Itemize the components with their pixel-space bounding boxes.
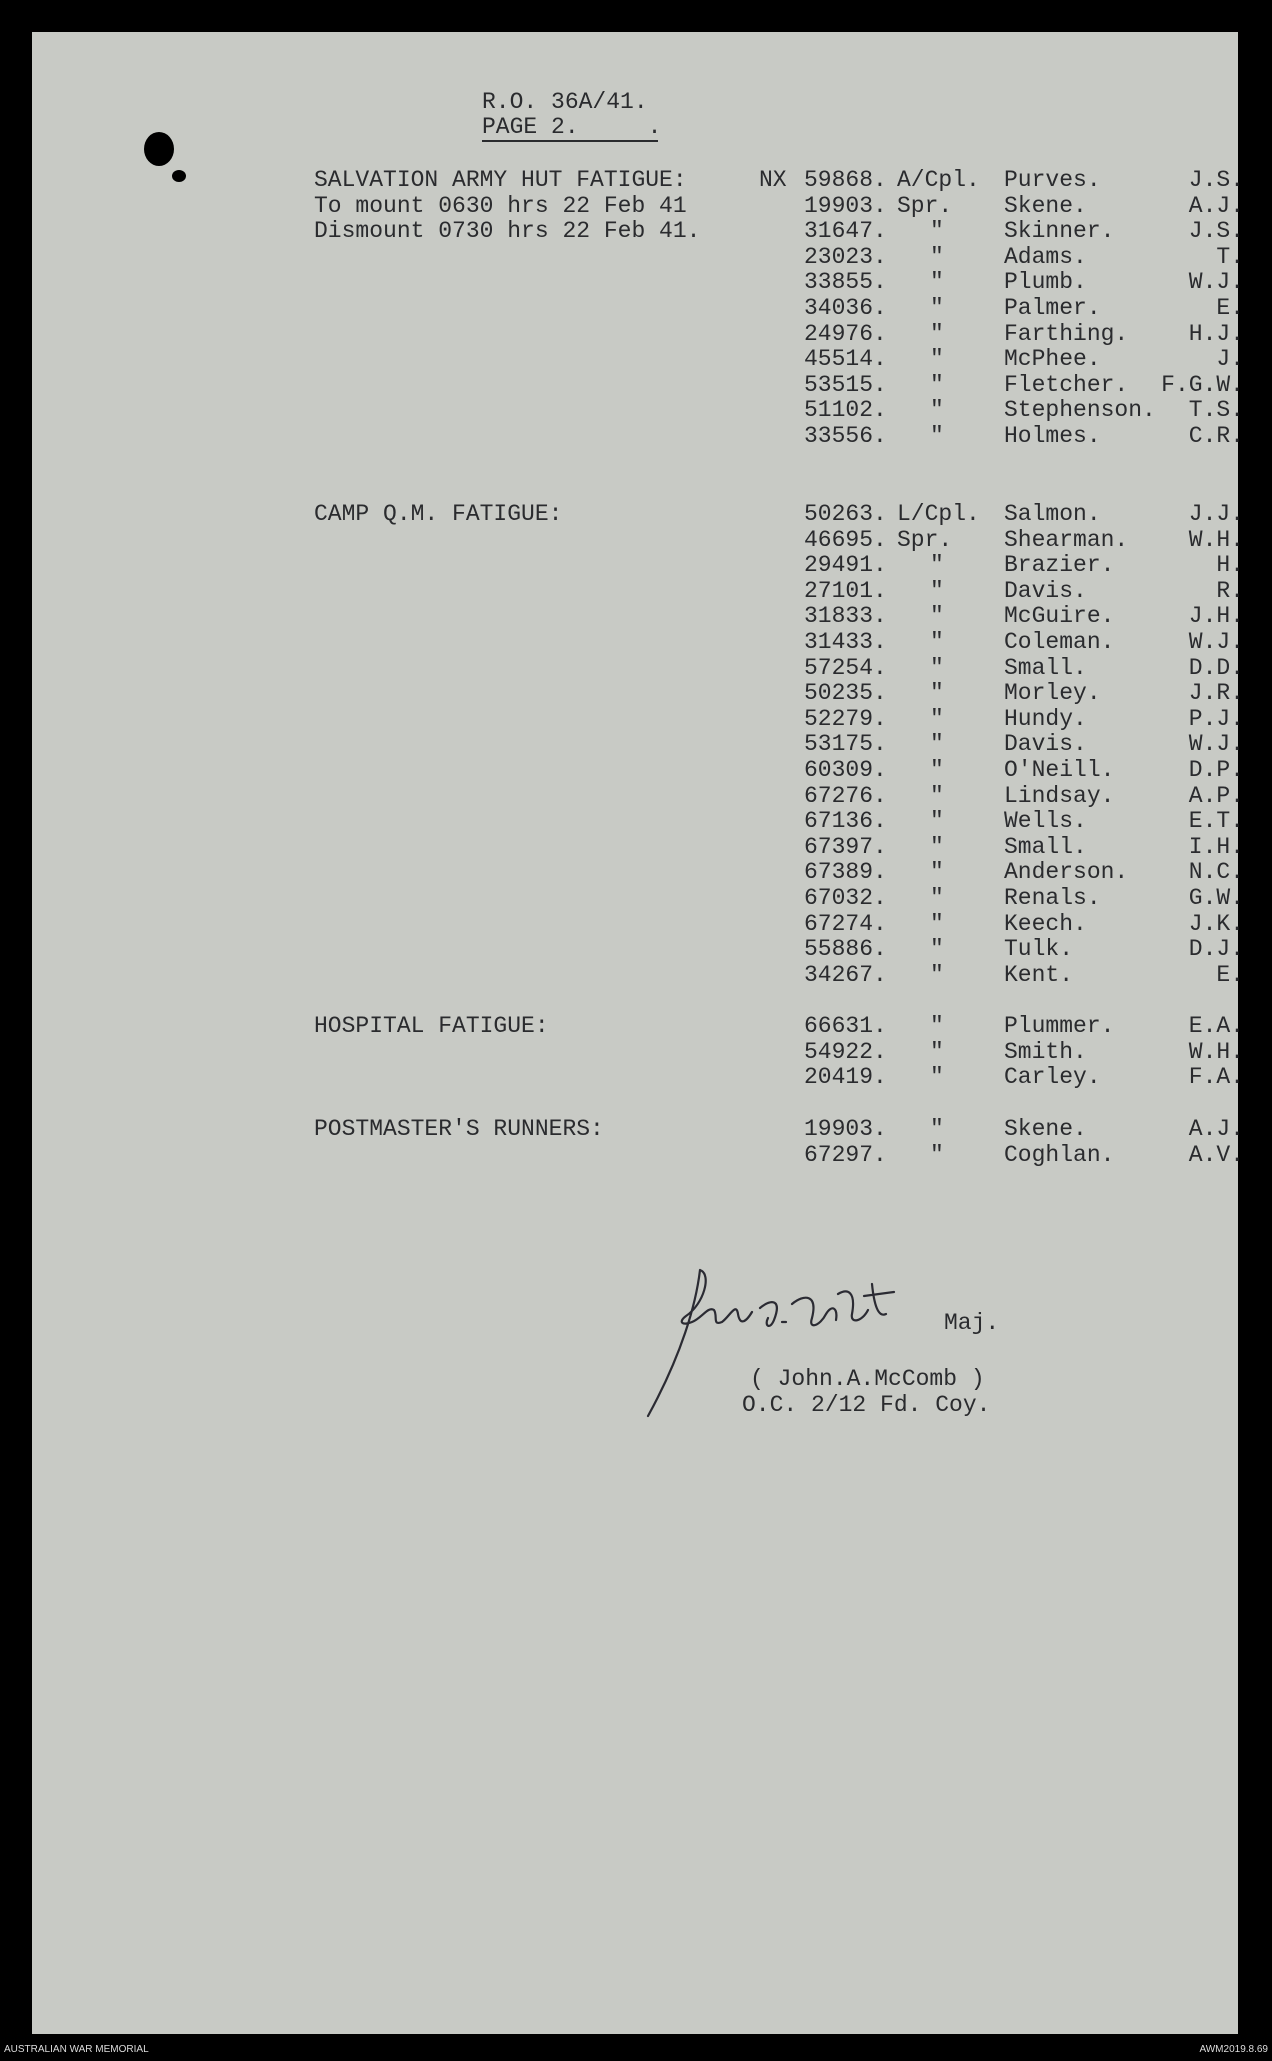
- personnel-ditto: ": [930, 1013, 944, 1039]
- personnel-name: Davis.: [1004, 731, 1087, 758]
- personnel-name: Wells.: [1004, 808, 1087, 835]
- personnel-name: O'Neill.: [1004, 756, 1115, 783]
- personnel-row: [732, 630, 1252, 656]
- personnel-ditto: ": [930, 1064, 944, 1091]
- personnel-init: G.W.: [1188, 884, 1244, 911]
- personnel-init: H.J.: [1188, 320, 1244, 347]
- personnel-ditto: ": [930, 1116, 944, 1142]
- signatory-unit: O.C. 2/12 Fd. Coy.: [742, 1392, 991, 1418]
- personnel-ditto: ": [930, 961, 944, 988]
- personnel-init: J.K.: [1188, 910, 1244, 937]
- personnel-init: W.J.: [1188, 628, 1244, 655]
- personnel-init: P.J.: [1188, 705, 1244, 732]
- personnel-row: [732, 835, 1252, 861]
- signature-rank: Maj.: [944, 1310, 1000, 1336]
- personnel-row: [732, 656, 1252, 682]
- personnel-init: T.: [1216, 243, 1244, 270]
- personnel-init: J.H.: [1188, 603, 1244, 630]
- personnel-init: D.D.: [1188, 654, 1244, 681]
- personnel-name: Davis.: [1004, 577, 1087, 604]
- personnel-ditto: ": [930, 577, 944, 604]
- personnel-init: D.P.: [1188, 756, 1244, 783]
- personnel-init: J.S.: [1188, 218, 1244, 245]
- personnel-ditto: ": [930, 756, 944, 783]
- personnel-num: 29491.: [804, 552, 887, 579]
- personnel-name: Carley.: [1004, 1064, 1101, 1091]
- personnel-num: 20419.: [804, 1064, 887, 1091]
- page-number: PAGE 2. .: [482, 114, 662, 140]
- punch-hole-small: [172, 170, 186, 182]
- personnel-name: Small.: [1004, 654, 1087, 681]
- personnel-row: [732, 912, 1252, 938]
- personnel-init: E.A.: [1188, 1013, 1244, 1039]
- footer-institution: AUSTRALIAN WAR MEMORIAL: [4, 2044, 149, 2055]
- personnel-list: [732, 168, 1252, 450]
- personnel-num: 24976.: [804, 320, 887, 347]
- personnel-ditto: ": [930, 346, 944, 373]
- personnel-name: Keech.: [1004, 910, 1087, 937]
- section-title: [314, 168, 754, 245]
- personnel-num: 45514.: [804, 346, 887, 373]
- personnel-row: [732, 860, 1252, 886]
- personnel-name: Palmer.: [1004, 294, 1101, 321]
- personnel-init: F.A.: [1188, 1064, 1244, 1091]
- personnel-num: 31833.: [804, 603, 887, 630]
- personnel-init: A.J.: [1188, 1116, 1244, 1142]
- personnel-init: A.J.: [1188, 192, 1244, 219]
- personnel-rank: Spr.: [897, 192, 953, 219]
- punch-hole: [144, 132, 174, 166]
- personnel-ditto: ": [930, 218, 944, 245]
- personnel-num: 67032.: [804, 884, 887, 911]
- personnel-name: Kent.: [1004, 961, 1074, 988]
- personnel-name: Salmon.: [1004, 501, 1101, 527]
- personnel-name: Adams.: [1004, 243, 1087, 270]
- personnel-init: F.G.W.: [1161, 371, 1244, 398]
- personnel-row: [732, 347, 1252, 373]
- personnel-num: 51102.: [804, 397, 887, 424]
- personnel-init: E.: [1216, 294, 1244, 321]
- personnel-ditto: ": [930, 705, 944, 732]
- section-title-line: CAMP Q.M. FATIGUE:: [314, 501, 563, 527]
- personnel-name: Hundy.: [1004, 705, 1087, 732]
- personnel-num: 67274.: [804, 910, 887, 937]
- reference-number: R.O. 36A/41.: [482, 89, 648, 115]
- personnel-num: 57254.: [804, 654, 887, 681]
- personnel-name: Skinner.: [1004, 218, 1115, 245]
- personnel-ditto: ": [930, 782, 944, 809]
- personnel-num: 67297.: [804, 1141, 887, 1168]
- personnel-name: Lindsay.: [1004, 782, 1115, 809]
- personnel-init: T.S.: [1188, 397, 1244, 424]
- personnel-row: [732, 553, 1252, 579]
- signatory-name: ( John.A.McComb ): [750, 1366, 985, 1392]
- personnel-row: [732, 681, 1252, 707]
- personnel-name: Plummer.: [1004, 1013, 1115, 1039]
- personnel-ditto: ": [930, 936, 944, 963]
- footer-accession: AWM2019.8.69: [1199, 2044, 1268, 2055]
- personnel-num: 66631.: [804, 1013, 887, 1039]
- personnel-row: [732, 528, 1252, 554]
- personnel-num: 19903.: [804, 192, 887, 219]
- personnel-name: Tulk.: [1004, 936, 1074, 963]
- personnel-num: 53175.: [804, 731, 887, 758]
- personnel-row: [732, 1065, 1252, 1091]
- personnel-ditto: ": [930, 269, 944, 296]
- personnel-ditto: ": [930, 320, 944, 347]
- personnel-ditto: ": [930, 731, 944, 758]
- personnel-ditto: ": [930, 680, 944, 707]
- personnel-num: 60309.: [804, 756, 887, 783]
- personnel-name: Brazier.: [1004, 552, 1115, 579]
- personnel-name: Farthing.: [1004, 320, 1129, 347]
- personnel-row: [732, 194, 1252, 220]
- section-title-line: HOSPITAL FATIGUE:: [314, 1013, 549, 1039]
- personnel-name: Stephenson.: [1004, 397, 1156, 424]
- personnel-name: Coleman.: [1004, 628, 1115, 655]
- personnel-list: [732, 1014, 1252, 1091]
- personnel-num: 34267.: [804, 961, 887, 988]
- personnel-row: [732, 937, 1252, 963]
- personnel-num: 34036.: [804, 294, 887, 321]
- personnel-num: 23023.: [804, 243, 887, 270]
- personnel-ditto: ": [930, 1141, 944, 1168]
- personnel-init: W.J.: [1188, 269, 1244, 296]
- section-title-line: SALVATION ARMY HUT FATIGUE:: [314, 167, 687, 193]
- personnel-name: Purves.: [1004, 167, 1101, 193]
- personnel-ditto: ": [930, 859, 944, 886]
- personnel-list: [732, 1117, 1252, 1168]
- section-title: [314, 1014, 754, 1040]
- personnel-init: J.S.: [1188, 167, 1244, 193]
- personnel-name: Morley.: [1004, 680, 1101, 707]
- personnel-init: W.H.: [1188, 1038, 1244, 1065]
- personnel-row: [732, 296, 1252, 322]
- personnel-init: E.: [1216, 961, 1244, 988]
- personnel-ditto: ": [930, 1038, 944, 1065]
- personnel-name: McPhee.: [1004, 346, 1101, 373]
- personnel-init: J.: [1216, 346, 1244, 373]
- personnel-name: Skene.: [1004, 192, 1087, 219]
- personnel-name: Fletcher.: [1004, 371, 1129, 398]
- personnel-num: 55886.: [804, 936, 887, 963]
- personnel-num: 67397.: [804, 833, 887, 860]
- personnel-name: Renals.: [1004, 884, 1101, 911]
- section-title-line: POSTMASTER'S RUNNERS:: [314, 1116, 604, 1142]
- personnel-row: [732, 707, 1252, 733]
- personnel-ditto: ": [930, 294, 944, 321]
- personnel-name: Shearman.: [1004, 526, 1129, 553]
- personnel-num: 54922.: [804, 1038, 887, 1065]
- personnel-row: [732, 1143, 1252, 1169]
- personnel-num: 53515.: [804, 371, 887, 398]
- personnel-init: W.H.: [1188, 526, 1244, 553]
- personnel-num: 46695.: [804, 526, 887, 553]
- personnel-row: [732, 373, 1252, 399]
- personnel-row: [732, 398, 1252, 424]
- personnel-num: 31647.: [804, 218, 887, 245]
- personnel-rank: L/Cpl.: [897, 501, 980, 527]
- personnel-num: 59868.: [804, 167, 887, 193]
- personnel-row: [732, 502, 1252, 528]
- personnel-ditto: ": [930, 397, 944, 424]
- personnel-rank: A/Cpl.: [897, 167, 980, 193]
- personnel-row: [732, 1040, 1252, 1066]
- personnel-num: 67389.: [804, 859, 887, 886]
- personnel-init: J.J.: [1188, 501, 1244, 527]
- personnel-num: 27101.: [804, 577, 887, 604]
- personnel-num: 50263.: [804, 501, 887, 527]
- personnel-name: McGuire.: [1004, 603, 1115, 630]
- personnel-list: [732, 502, 1252, 988]
- personnel-row: [732, 168, 1252, 194]
- personnel-ditto: ": [930, 833, 944, 860]
- personnel-ditto: ": [930, 603, 944, 630]
- personnel-ditto: ": [930, 910, 944, 937]
- personnel-ditto: ": [930, 243, 944, 270]
- personnel-row: [732, 784, 1252, 810]
- personnel-row: [732, 579, 1252, 605]
- personnel-name: Anderson.: [1004, 859, 1129, 886]
- section-title: [314, 1117, 754, 1143]
- personnel-num: 31433.: [804, 628, 887, 655]
- personnel-rank: Spr.: [897, 526, 953, 553]
- personnel-row: [732, 424, 1252, 450]
- personnel-ditto: ": [930, 628, 944, 655]
- personnel-init: W.J.: [1188, 731, 1244, 758]
- personnel-row: [732, 322, 1252, 348]
- personnel-ditto: ": [930, 654, 944, 681]
- personnel-ditto: ": [930, 808, 944, 835]
- personnel-init: H.: [1216, 552, 1244, 579]
- personnel-name: Coghlan.: [1004, 1141, 1115, 1168]
- personnel-ditto: ": [930, 371, 944, 398]
- personnel-row: [732, 270, 1252, 296]
- personnel-name: Small.: [1004, 833, 1087, 860]
- document-page: [32, 32, 1244, 2034]
- personnel-num: 67276.: [804, 782, 887, 809]
- personnel-row: [732, 758, 1252, 784]
- personnel-row: [732, 245, 1252, 271]
- personnel-init: A.V.: [1188, 1141, 1244, 1168]
- personnel-ditto: ": [930, 884, 944, 911]
- personnel-num: 52279.: [804, 705, 887, 732]
- personnel-ditto: ": [930, 422, 944, 449]
- personnel-row: [732, 219, 1252, 245]
- section-title: [314, 502, 754, 528]
- personnel-row: [732, 963, 1252, 989]
- personnel-num: 50235.: [804, 680, 887, 707]
- personnel-name: Smith.: [1004, 1038, 1087, 1065]
- personnel-name: Skene.: [1004, 1116, 1087, 1142]
- personnel-num: 33556.: [804, 422, 887, 449]
- personnel-init: D.J.: [1188, 936, 1244, 963]
- personnel-num: 33855.: [804, 269, 887, 296]
- personnel-row: [732, 604, 1252, 630]
- personnel-row: [732, 809, 1252, 835]
- personnel-init: A.P.: [1188, 782, 1244, 809]
- personnel-num: 67136.: [804, 808, 887, 835]
- personnel-row: [732, 886, 1252, 912]
- personnel-init: R.: [1216, 577, 1244, 604]
- personnel-init: N.C.: [1188, 859, 1244, 886]
- section-title-line: Dismount 0730 hrs 22 Feb 41.: [314, 218, 701, 245]
- personnel-ditto: ": [930, 552, 944, 579]
- personnel-pre: NX: [759, 167, 787, 193]
- personnel-name: Holmes.: [1004, 422, 1101, 449]
- personnel-row: [732, 1014, 1252, 1040]
- personnel-init: C.R.: [1188, 422, 1244, 449]
- personnel-init: I.H.: [1188, 833, 1244, 860]
- personnel-row: [732, 1117, 1252, 1143]
- personnel-init: E.T.: [1188, 808, 1244, 835]
- personnel-row: [732, 732, 1252, 758]
- personnel-init: J.R.: [1188, 680, 1244, 707]
- personnel-name: Plumb.: [1004, 269, 1087, 296]
- section-title-line: To mount 0630 hrs 22 Feb 41: [314, 192, 687, 219]
- personnel-num: 19903.: [804, 1116, 887, 1142]
